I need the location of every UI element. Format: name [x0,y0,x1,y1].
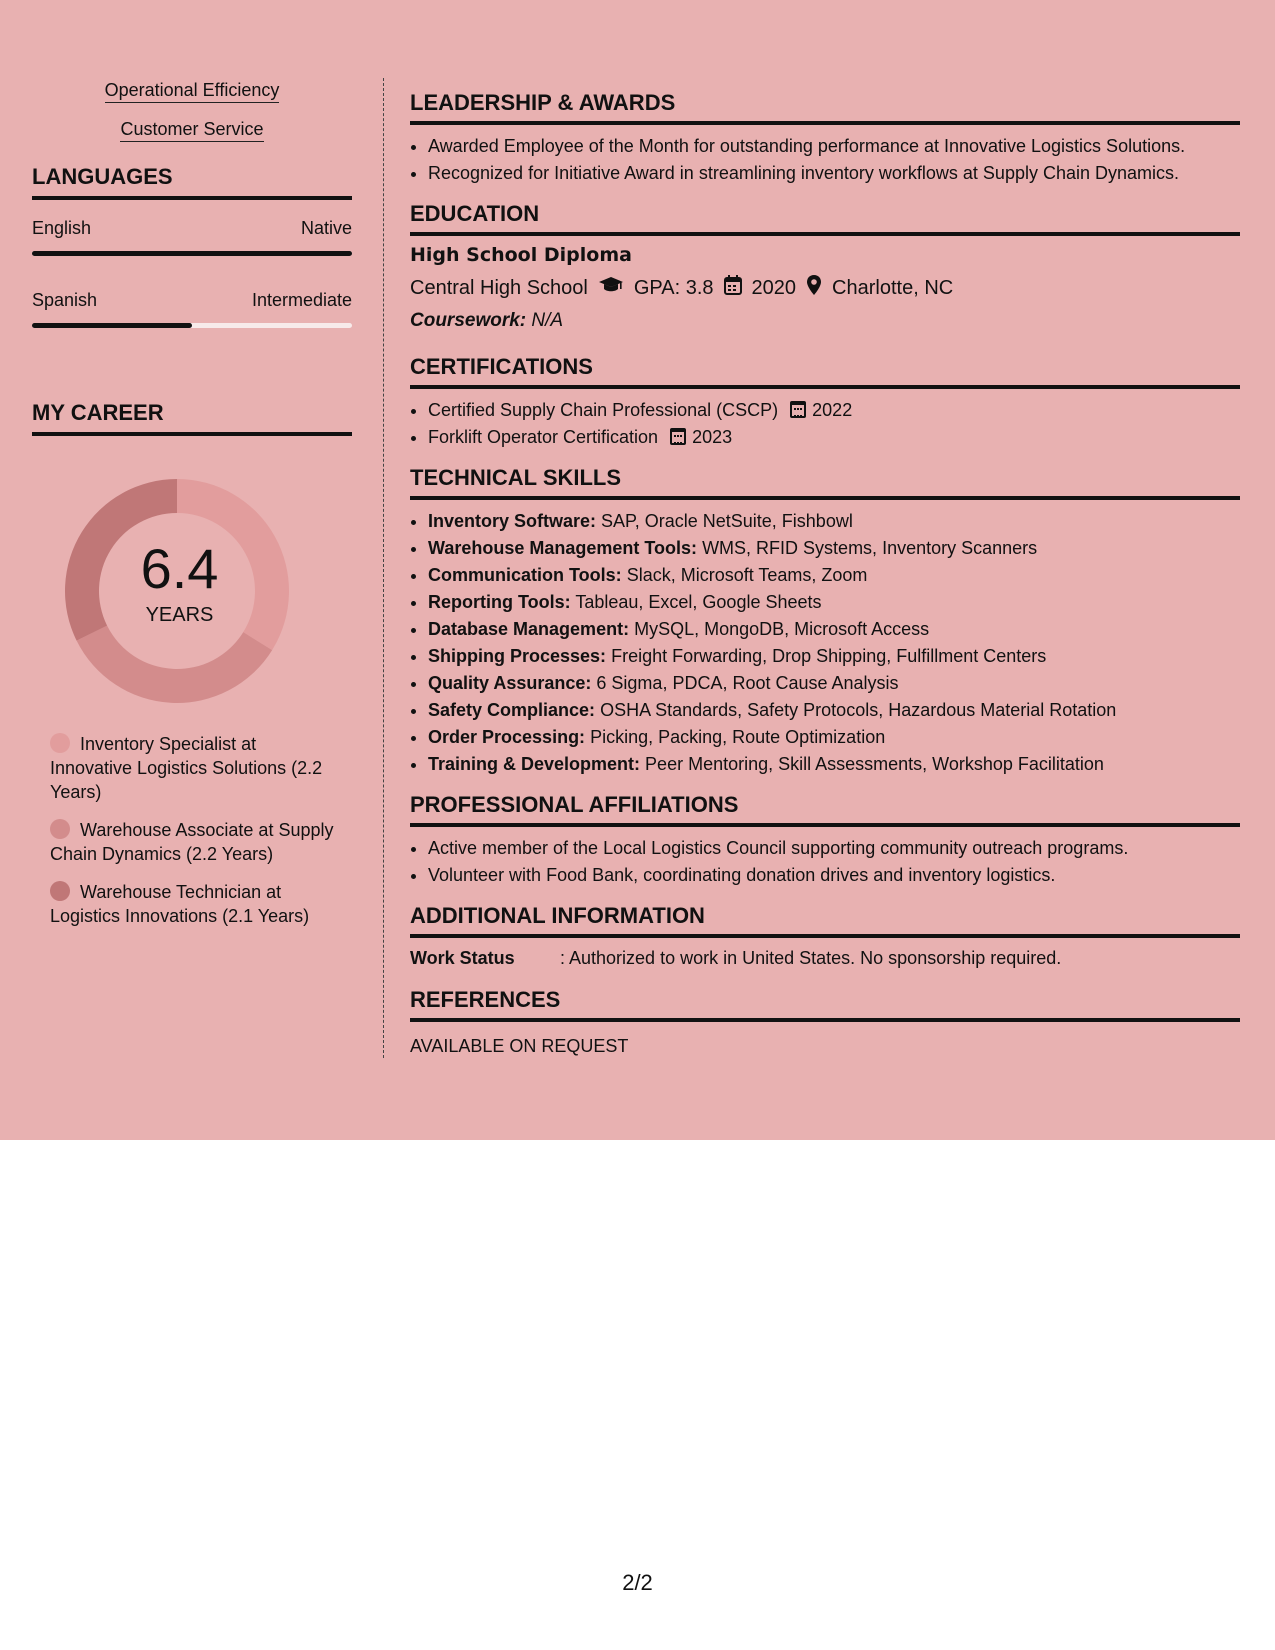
language-item [32,290,352,328]
technical-skill-value: OSHA Standards, Safety Protocols, Hazardous Material Rotation [600,700,1117,720]
language-bar-fill [32,251,352,256]
list-item: • Recognized for Initiative Award in streamlining inventory workflows at Supply Chain Dynamics. [428,160,1240,187]
references-text: AVAILABLE ON REQUEST [410,1036,629,1056]
coursework-value: N/A [531,310,564,331]
certification-item [428,424,1240,451]
career-legend [32,732,352,928]
technical-skill-label: Order Processing: [428,727,586,747]
language-name: English [32,218,92,238]
technical-skill-value: Tableau, Excel, Google Sheets [575,592,822,612]
technical-skill-item [428,724,1240,751]
technical-skill-item [428,751,1240,778]
coursework [410,310,1240,332]
certification-year: 2022 [812,400,853,420]
career-legend-item [50,880,340,928]
technical-skill-label: Training & Development: [428,754,641,774]
location-pin-icon [806,274,822,302]
technical-skill-item [428,670,1240,697]
technical-skill-label: Safety Compliance: [428,700,596,720]
language-list [32,218,352,328]
list-item: • Volunteer with Food Bank, coordinating donation drives and inventory logistics. [428,862,1240,889]
language-row [32,218,352,239]
education-details [410,274,1240,302]
technical-skill-item [428,535,1240,562]
language-bar [32,251,352,256]
technical-skill-value: 6 Sigma, PDCA, Root Cause Analysis [596,673,899,693]
technical-skill-value: Freight Forwarding, Drop Shipping, Fulfillment Centers [611,646,1047,666]
technical-skill-value: MySQL, MongoDB, Microsoft Access [634,619,930,639]
technical-skill-item [428,589,1240,616]
language-row [32,290,352,311]
career-unit: YEARS [145,604,214,626]
technical-skill-label: Inventory Software: [428,511,597,531]
language-item [32,218,352,256]
language-bar [32,323,352,328]
technical-skill-item [428,643,1240,670]
coursework-label: Coursework: [410,310,527,331]
calendar-icon [724,275,742,301]
gpa: GPA: 3.8 [633,276,714,299]
language-level: Intermediate [251,290,352,310]
list-item: • Active member of the Local Logistics Council supporting community outreach programs. [428,835,1240,862]
legend-dot-icon [50,733,70,753]
affiliations-list [410,835,1240,889]
technical-skills-list [410,508,1240,778]
technical-skill-label: Reporting Tools: [428,592,571,612]
graduation-year: 2020 [751,276,797,299]
technical-skill-item [428,508,1240,535]
graduation-cap-icon [598,276,624,300]
skill-item [32,80,352,101]
technical-skill-item [428,697,1240,724]
technical-skill-value: SAP, Oracle NetSuite, Fishbowl [601,511,853,531]
technical-skill-item [428,616,1240,643]
career-label: Inventory Specialist at Innovative Logistics Solutions (2.2 Years) [50,734,323,802]
main-content [410,90,1240,1057]
technical-skill-value: Peer Mentoring, Skill Assessments, Workshop Facilitation [645,754,1104,774]
certifications-heading: CERTIFICATIONS [410,354,1240,389]
career-legend-item [50,818,340,866]
certifications-list [410,397,1240,451]
references-heading: REFERENCES [410,987,1240,1022]
skill-label: Operational Efficiency [105,80,280,103]
career-label: Warehouse Technician at Logistics Innovations (2.1 Years) [50,882,310,926]
technical-skill-value: Slack, Microsoft Teams, Zoom [626,565,868,585]
school-location: Charlotte, NC [832,276,954,299]
work-status-key: Work Status [410,948,515,968]
technical-skill-label: Database Management: [428,619,630,639]
technical-skill-label: Warehouse Management Tools: [428,538,698,558]
technical-skill-value: WMS, RFID Systems, Inventory Scanners [702,538,1038,558]
language-name: Spanish [32,290,98,310]
additional-info-heading: ADDITIONAL INFORMATION [410,903,1240,938]
certification-item [428,397,1240,424]
certification-year: 2023 [692,427,733,447]
technical-skill-label: Quality Assurance: [428,673,592,693]
technical-skill-item [428,562,1240,589]
technical-skill-label: Communication Tools: [428,565,622,585]
skill-list [32,80,352,140]
skill-item [32,119,352,140]
language-level: Native [300,218,352,238]
career-label: Warehouse Associate at Supply Chain Dynamics (2.2 Years) [50,820,334,864]
certification-name: Certified Supply Chain Professional (CSCP) [428,400,779,420]
technical-skills-heading: TECHNICAL SKILLS [410,465,1240,500]
career-heading: MY CAREER [32,400,352,436]
skill-label: Customer Service [120,119,263,142]
leadership-list [410,133,1240,187]
technical-skill-label: Shipping Processes: [428,646,607,666]
language-bar-fill [32,323,192,328]
calendar-icon [790,401,806,418]
career-total: 6.4 [140,537,219,600]
work-status-value: : Authorized to work in United States. No sponsorship required. [560,948,1062,968]
list-item: • Awarded Employee of the Month for outstanding performance at Innovative Logistics Solutions. [428,133,1240,160]
school-name: Central High School [410,276,588,299]
career-segment [77,626,273,703]
legend-dot-icon [50,819,70,839]
degree-title: High School Diploma [410,244,632,266]
affiliations-heading: PROFESSIONAL AFFILIATIONS [410,792,1240,827]
education-heading: EDUCATION [410,201,1240,236]
technical-skill-value: Picking, Packing, Route Optimization [590,727,886,747]
certification-name: Forklift Operator Certification [428,427,659,447]
career-donut-chart [32,456,352,716]
legend-dot-icon [50,881,70,901]
languages-heading: LANGUAGES [32,164,352,200]
calendar-icon [670,428,686,445]
career-legend-item [50,732,340,804]
work-status-row [410,948,1240,969]
column-divider [383,78,384,1058]
leadership-heading: LEADERSHIP & AWARDS [410,90,1240,125]
page-number: 2/2 [622,1570,653,1595]
sidebar [32,80,352,942]
